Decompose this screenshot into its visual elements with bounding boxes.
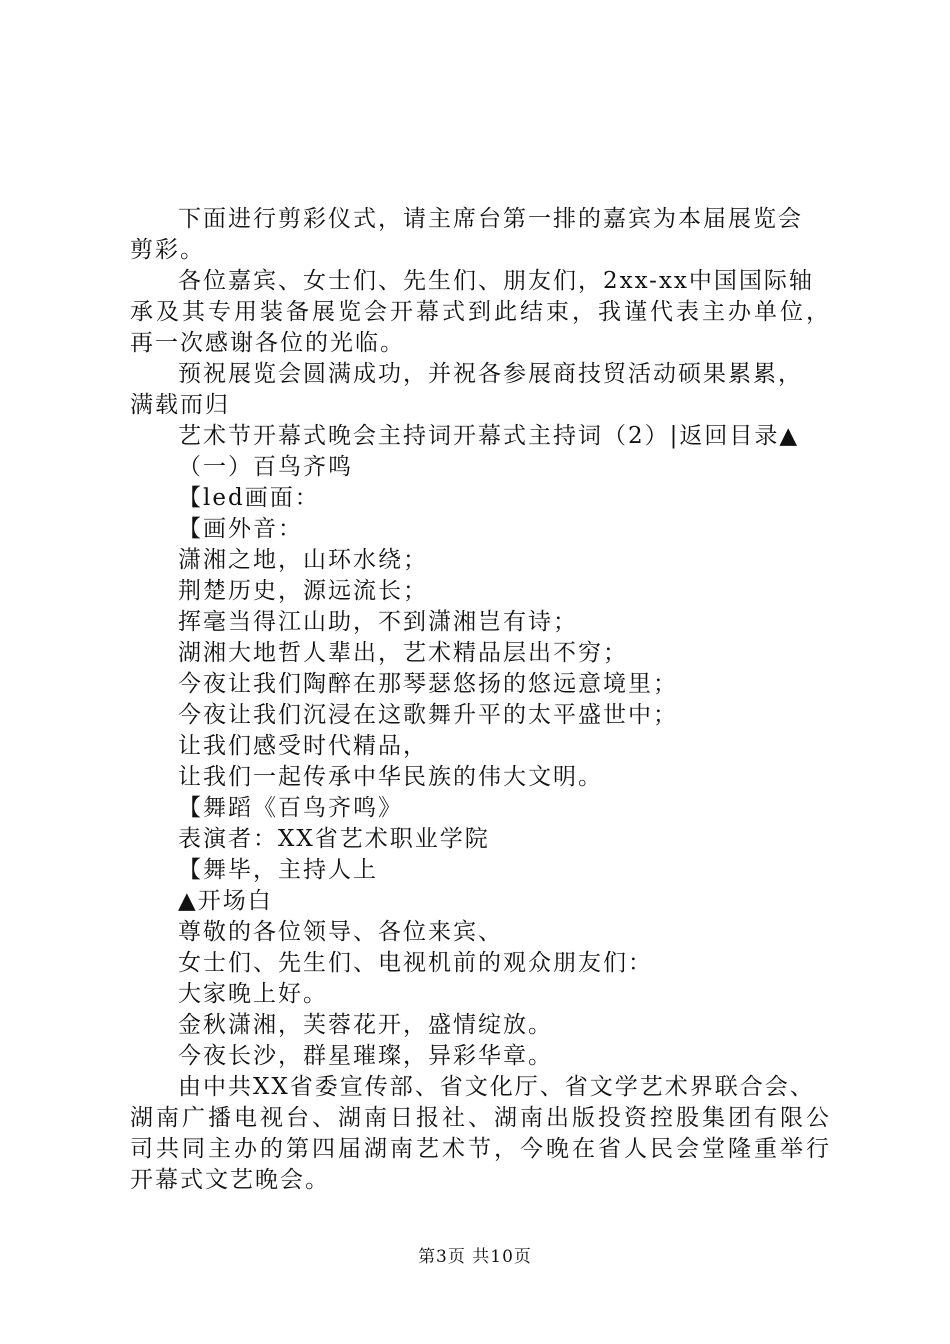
paragraph-line: 再一次感谢各位的光临。 xyxy=(130,330,405,356)
paragraph-line: （一）百鸟齐鸣 xyxy=(178,454,353,480)
paragraph-line: 【画外音： xyxy=(178,516,303,542)
paragraph-line: 让我们一起传承中华民族的伟大文明。 xyxy=(178,764,603,790)
paragraph-line: 预祝展览会圆满成功，并祝各参展商技贸活动硕果累累， xyxy=(178,361,803,387)
paragraph-line: 今夜长沙，群星璀璨，异彩华章。 xyxy=(178,1043,553,1069)
paragraph-line: 湖湘大地哲人辈出，艺术精品层出不穷； xyxy=(178,640,628,666)
document-body xyxy=(130,204,830,1196)
paragraph-line: 司共同主办的第四届湖南艺术节，今晚在省人民会堂隆重举行 xyxy=(130,1136,830,1162)
paragraph-line: 金秋潇湘，芙蓉花开，盛情绽放。 xyxy=(178,1012,553,1038)
paragraph-line: 荆楚历史，源远流长； xyxy=(178,578,428,604)
paragraph-line: 女士们、先生们、电视机前的观众朋友们： xyxy=(178,950,653,976)
paragraph-line: 表演者：XX省艺术职业学院 xyxy=(178,826,490,852)
paragraph-line: 开幕式文艺晚会。 xyxy=(130,1167,330,1193)
paragraph-line: 挥毫当得江山助，不到潇湘岂有诗； xyxy=(178,609,578,635)
paragraph-line: 潇湘之地，山环水绕； xyxy=(178,547,428,573)
page-footer: 第3页 共10页 xyxy=(418,1247,532,1267)
paragraph-line: 承及其专用装备展览会开幕式到此结束，我谨代表主办单位， xyxy=(130,299,830,325)
paragraph-line: 下面进行剪彩仪式，请主席台第一排的嘉宾为本届展览会 xyxy=(178,206,803,232)
paragraph-line: ▲开场白 xyxy=(178,888,273,914)
paragraph-line: 今夜让我们陶醉在那琴瑟悠扬的悠远意境里； xyxy=(178,671,678,697)
paragraph-line: 让我们感受时代精品， xyxy=(178,733,428,759)
paragraph-line: 各位嘉宾、女士们、先生们、朋友们，2xx-xx中国国际轴 xyxy=(178,268,814,294)
paragraph-line: 【led画面： xyxy=(178,485,320,511)
paragraph-line: 尊敬的各位领导、各位来宾、 xyxy=(178,919,503,945)
paragraph-line: 【舞蹈《百鸟齐鸣》 xyxy=(178,795,403,821)
paragraph-line: 今夜让我们沉浸在这歌舞升平的太平盛世中； xyxy=(178,702,678,728)
paragraph-line: 由中共XX省委宣传部、省文化厅、省文学艺术界联合会、 xyxy=(178,1074,815,1100)
paragraph-line: 剪彩。 xyxy=(130,237,205,263)
paragraph-line: 大家晚上好。 xyxy=(178,981,328,1007)
paragraph-line: 满载而归 xyxy=(130,392,230,418)
section-heading-line: 艺术节开幕式晚会主持词开幕式主持词（2）|返回目录▲ xyxy=(178,423,800,449)
paragraph-line: 湖南广播电视台、湖南日报社、湖南出版投资控股集团有限公 xyxy=(130,1105,830,1131)
paragraph-line: 【舞毕，主持人上 xyxy=(178,857,378,883)
